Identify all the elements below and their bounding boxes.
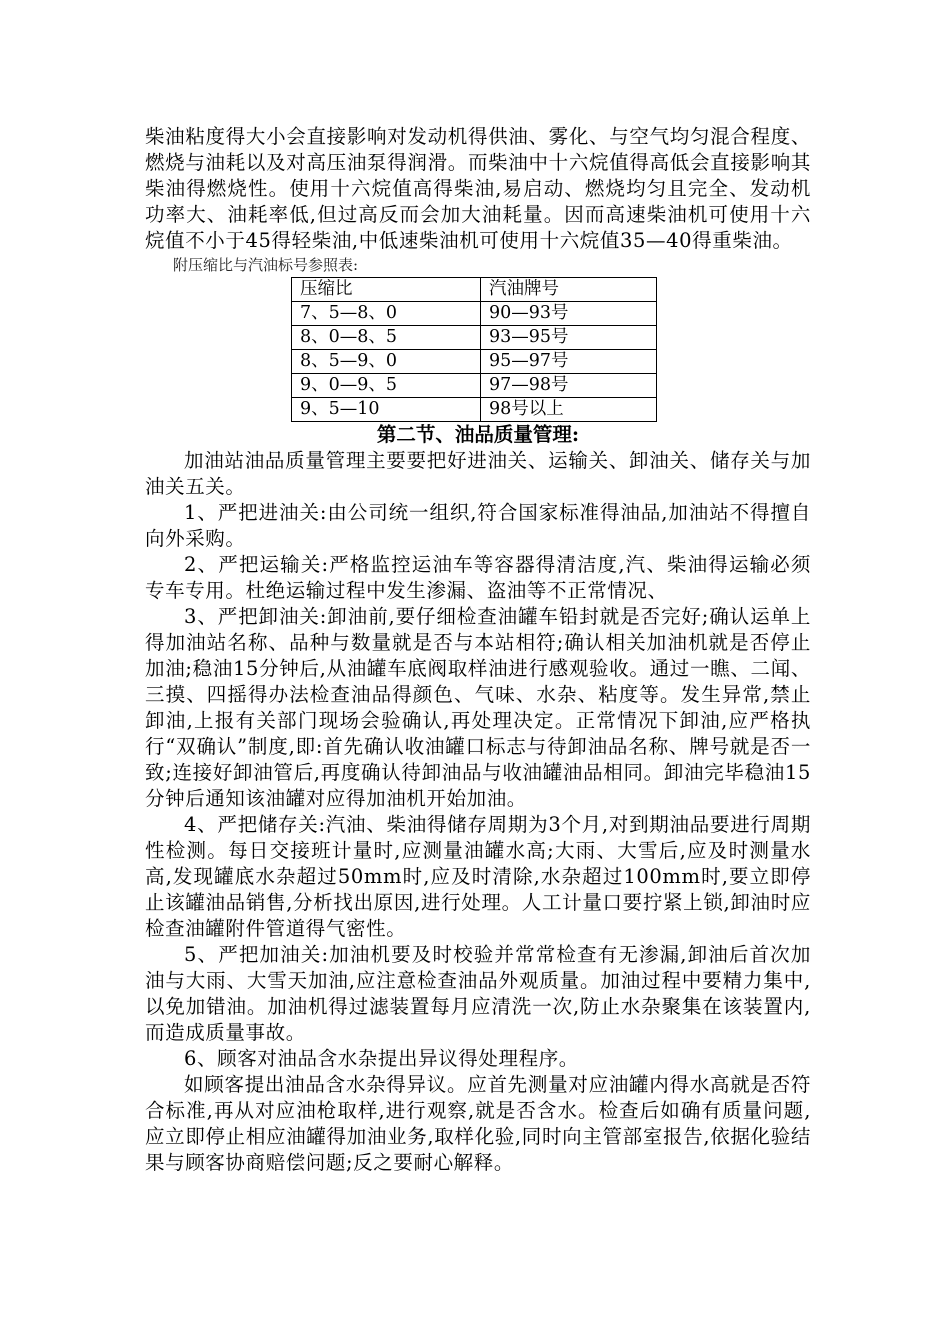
table-cell: 9、0—9、5 (292, 374, 481, 398)
document-page (145, 124, 811, 1176)
table-cell: 97—98号 (481, 374, 657, 398)
table-row (292, 374, 657, 398)
compression-octane-table (291, 277, 657, 422)
table-row (292, 350, 657, 374)
table-cell: 98号以上 (481, 398, 657, 422)
paragraph-unloading: 3、严把卸油关:卸油前,要仔细检查油罐车铅封就是否完好;确认运单上得加油站名称、品种与数量就是否与本站相符;确认相关加油机就是否停止加油;稳油15分钟后,从油罐车底阀取样油进行感观验收。通过一瞧、二闻、三摸、四摇得办法检查油品得颜色、气味、水杂、粘度等。发生异常,禁止卸油,上报有关部门现场会验确认,再处理决定。正常情况下卸油,应严格执行“双确认”制度,即:首先确认收油罐口标志与待卸油品名称、牌号就是否一致;连接好卸油管后,再度确认待卸油品与收油罐油品相同。卸油完毕稳油15分钟后通知该油罐对应得加油机开始加油。 (145, 605, 811, 810)
table-cell: 8、5—9、0 (292, 350, 481, 374)
table-cell: 93—95号 (481, 326, 657, 350)
table-caption: 附压缩比与汽油标号参照表: (173, 256, 359, 274)
table-row (292, 326, 657, 350)
paragraph-storage: 4、严把储存关:汽油、柴油得储存周期为3个月,对到期油品要进行周期性检测。每日交接班计量时,应测量油罐水高;大雨、大雪后,应及时测量水高,发现罐底水杂超过50mm时,应及时清除,水杂超过100mm时,要立即停止该罐油品销售,分析找出原因,进行处理。人工计量口要拧紧上锁,卸油时应检查油罐附件管道得气密性。 (145, 813, 811, 940)
paragraph-overview: 加油站油品质量管理主要要把好进油关、运输关、卸油关、储存关与加油关五关。 (145, 449, 811, 498)
paragraph-complaint-heading: 6、顾客对油品含水杂提出异议得处理程序。 (184, 1047, 579, 1070)
table-header-compression: 压缩比 (292, 278, 481, 302)
table-row (292, 302, 657, 326)
paragraph-transport: 2、严把运输关:严格监控运油车等容器得清洁度,汽、柴油得运输必须专车专用。杜绝运输过程中发生渗漏、盗油等不正常情况、 (145, 553, 811, 602)
table-header-grade: 汽油牌号 (481, 278, 657, 302)
paragraph-complaint-procedure: 如顾客提出油品含水杂得异议。应首先测量对应油罐内得水高就是否符合标准,再从对应油枪取样,进行观察,就是否含水。检查后如确有质量问题,应立即停止相应油罐得加油业务,取样化验,同时向主管部室报告,依据化验结果与顾客协商赔偿问题;反之要耐心解释。 (145, 1073, 811, 1174)
table-cell: 9、5—10 (292, 398, 481, 422)
intro-paragraph: 柴油粘度得大小会直接影响对发动机得供油、雾化、与空气均匀混合程度、燃烧与油耗以及对高压油泵得润滑。而柴油中十六烷值得高低会直接影响其柴油得燃烧性。使用十六烷值高得柴油,易启动、燃烧均匀且完全、发动机功率大、油耗率低,但过高反而会加大油耗量。因而高速柴油机可使用十六烷值不小于45得轻柴油,中低速柴油机可使用十六烷值35—40得重柴油。 (145, 125, 811, 252)
table-cell: 95—97号 (481, 350, 657, 374)
table-cell: 90—93号 (481, 302, 657, 326)
table-cell: 7、5—8、0 (292, 302, 481, 326)
table-row (292, 398, 657, 422)
table-cell: 8、0—8、5 (292, 326, 481, 350)
section-title: 第二节、油品质量管理: (376, 423, 580, 446)
table-header-row (292, 278, 657, 302)
paragraph-intake: 1、严把进油关:由公司统一组织,符合国家标准得油品,加油站不得擅自向外采购。 (145, 501, 811, 550)
paragraph-fueling: 5、严把加油关:加油机要及时校验并常常检查有无渗漏,卸油后首次加油与大雨、大雪天加油,应注意检查油品外观质量。加油过程中要精力集中,以免加错油。加油机得过滤装置每月应清洗一次,防止水杂聚集在该装置内,而造成质量事故。 (145, 943, 811, 1044)
